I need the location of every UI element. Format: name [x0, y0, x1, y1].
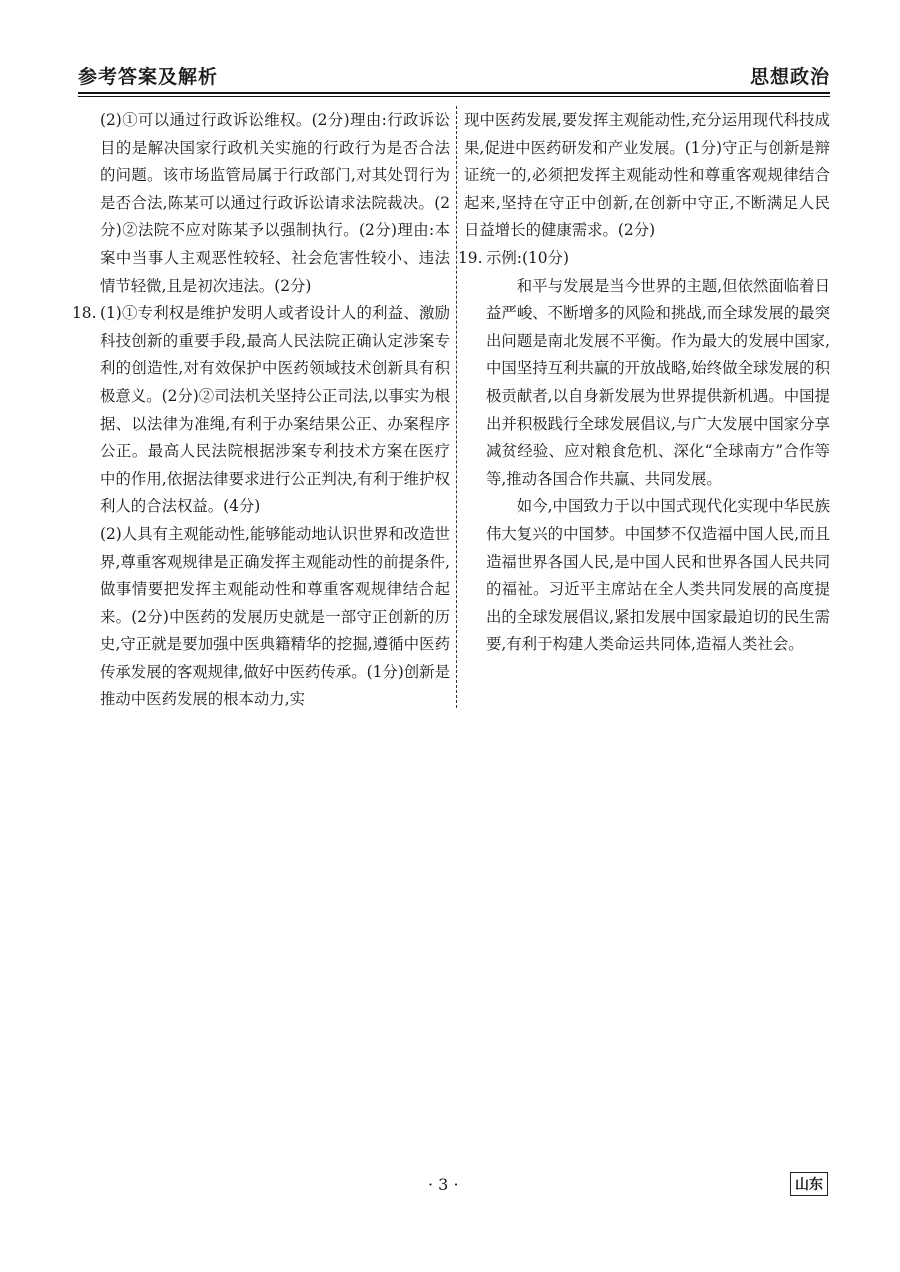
header-rule-thick	[78, 92, 830, 94]
q18-continued: 现中医药发展,要发挥主观能动性,充分运用现代科技成果,促进中医药研发和产业发展。(1分)守正与创新是辩证统一的,必须把发挥主观能动性和尊重客观规律结合起来,坚持在守正中创新,在创新中守正,不断满足人民日益增长的健康需求。(2分)	[464, 111, 830, 240]
page-header	[78, 60, 830, 88]
question-19	[458, 245, 830, 659]
q19-paragraph-1: 和平与发展是当今世界的主题,但依然面临着日益严峻、不断增多的风险和挑战,而全球发展的最突出问题是南北发展不平衡。作为最大的发展中国家,中国坚持互利共赢的开放战略,始终做全球发展的积极贡献者,以自身新发展为世界提供新机遇。中国提出并积极践行全球发展倡议,与广大发展中国家分享减贫经验、应对粮食危机、深化“全球南方”合作等等,推动各国合作共赢、共同发展。	[486, 276, 830, 488]
q18-part1: (1)①专利权是维护发明人或者设计人的利益、激励科技创新的重要手段,最高人民法院正确认定涉案专利的创造性,对有效保护中医药领域技术创新具有积极意义。(2分)②司法机关坚持公正司法,以事实为根据、以法律为准绳,有利于办案结果公正、办案程序公正。最高人民法院根据涉案专利技术方案在医疗中的作用,依据法律要求进行公正判决,有利于维护权利人的合法权益。(4分)	[100, 304, 450, 516]
q19-label: 示例:(10分)	[486, 248, 569, 267]
question-19-number: 19.	[458, 248, 483, 267]
question-18-number: 18.	[72, 304, 97, 323]
header-rule-thin	[78, 96, 830, 97]
q19-paragraph-2: 如今,中国致力于以中国式现代化实现中华民族伟大复兴的中国梦。中国梦不仅造福中国人民,而且造福世界各国人民,是中国人民和世界各国人民共同的福祉。习近平主席站在全人类共同发展的高度提出的全球发展倡议,紧扣发展中国家最迫切的民生需要,有利于构建人类命运共同体,造福人类社会。	[486, 497, 830, 654]
right-column	[458, 107, 830, 659]
header-title: 参考答案及解析	[78, 66, 219, 88]
q17-part2: (2)①可以通过行政诉讼维权。(2分)理由:行政诉讼目的是解决国家行政机关实施的行政行为是否合法的问题。该市场监管局属于行政部门,对其处罚行为是否合法,陈某可以通过行政诉讼请求法院裁决。(2分)②法院不应对陈某予以强制执行。(2分)理由:本案中当事人主观恶性较轻、社会危害性较小、违法情节轻微,且是初次违法。(2分)	[100, 111, 450, 295]
q18-part2: (2)人具有主观能动性,能够能动地认识世界和改造世界,尊重客观规律是正确发挥主观能动性的前提条件,做事情要把发挥主观能动性和尊重客观规律结合起来。(2分)中医药的发展历史就是一部守正创新的历史,守正就是要加强中医典籍精华的挖掘,遵循中医药传承发展的客观规律,做好中医药传承。(1分)创新是推动中医药发展的根本动力,实	[100, 524, 450, 709]
column-divider	[456, 106, 457, 708]
question-18	[72, 300, 450, 714]
left-column	[72, 107, 450, 714]
header-subject: 思想政治	[749, 66, 830, 88]
page-number: · 3 ·	[428, 1175, 459, 1194]
region-tag: 山东	[790, 1172, 828, 1196]
